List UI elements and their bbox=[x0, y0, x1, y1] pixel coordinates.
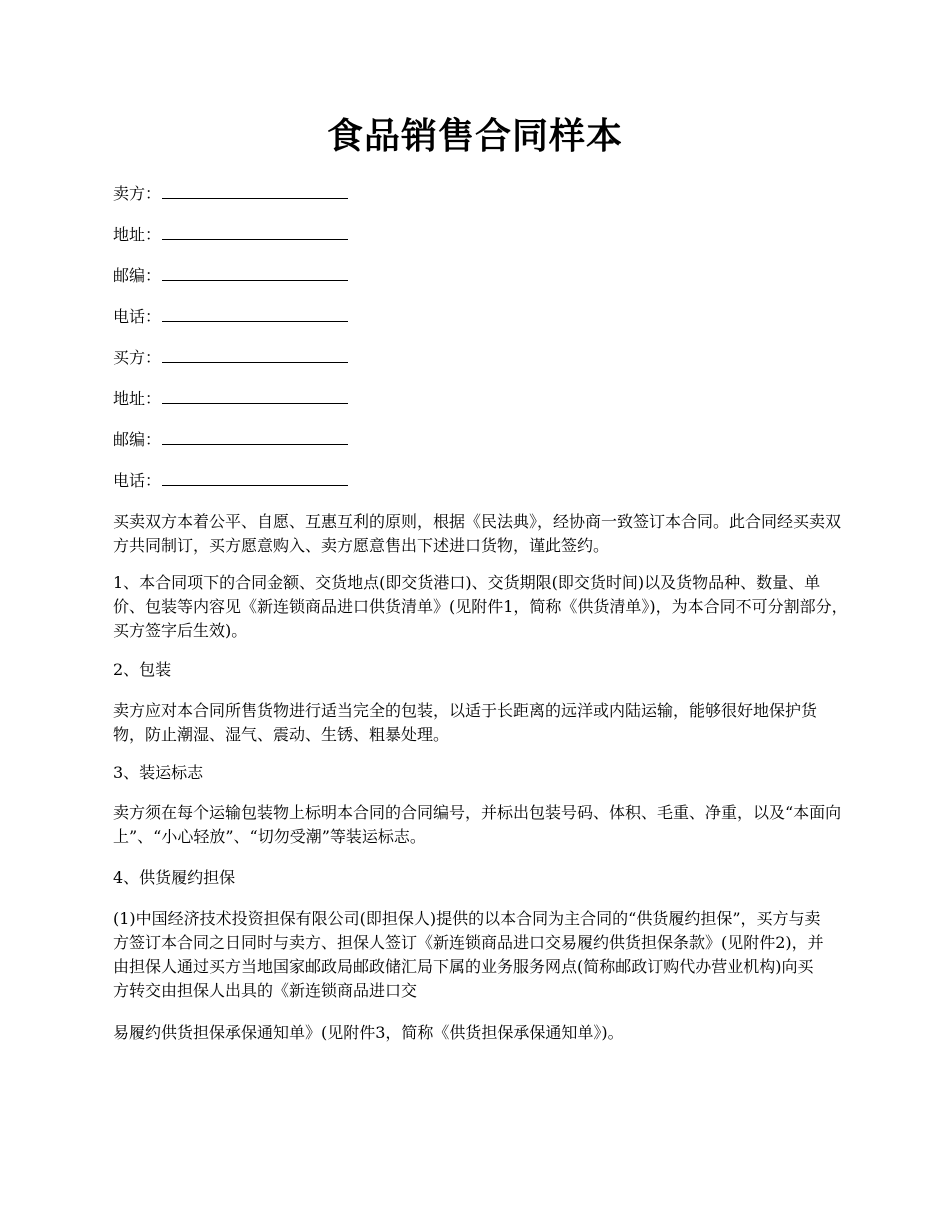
fill-in-blank bbox=[162, 303, 348, 322]
clause-1-paragraph: 1、本合同项下的合同金额、交货地点(即交货港口)、交货期限(即交货时间)以及货物品种、数量、单价、包装等内容见《新连锁商品进口供货清单》(见附件1，简称《供货清单》)，为本合同不可分割部分，买方签字后生效)。 bbox=[113, 573, 848, 640]
fill-in-blank bbox=[162, 221, 348, 240]
field-label: 邮编： bbox=[113, 430, 162, 449]
fill-in-blank bbox=[162, 467, 348, 486]
clause-4-heading: 4、供货履约担保 bbox=[113, 868, 236, 887]
fill-in-blank bbox=[162, 426, 348, 445]
clause-2-paragraph: 卖方应对本合同所售货物进行适当完全的包装，以适于长距离的远洋或内陆运输，能够很好地保护货物，防止潮湿、湿气、震动、生锈、粗暴处理。 bbox=[113, 701, 818, 744]
clause-2-heading: 2、包装 bbox=[113, 660, 172, 679]
seller-phone-field bbox=[113, 303, 348, 329]
seller-name-field bbox=[113, 180, 348, 206]
fill-in-blank bbox=[162, 180, 348, 199]
clause-3-paragraph: 卖方须在每个运输包装物上标明本合同的合同编号，并标出包装号码、体积、毛重、净重，以及“本面向上”、“小心轻放”、“切勿受潮”等装运标志。 bbox=[113, 803, 842, 846]
field-label: 买方： bbox=[113, 348, 162, 367]
seller-address-field bbox=[113, 221, 348, 247]
buyer-phone-field bbox=[113, 467, 348, 493]
field-label: 卖方： bbox=[113, 184, 162, 203]
intro-paragraph: 买卖双方本着公平、自愿、互惠互利的原则，根据《民法典》，经协商一致签订本合同。此合同经买卖双方共同制订，买方愿意购入、卖方愿意售出下述进口货物，谨此签约。 bbox=[113, 512, 842, 555]
field-label: 地址： bbox=[113, 225, 162, 244]
clause-4-paragraph-continued: 易履约供货担保承保通知单》(见附件3，简称《供货担保承保通知单》)。 bbox=[113, 1023, 624, 1042]
field-label: 电话： bbox=[113, 471, 162, 490]
document-title: 食品销售合同样本 bbox=[326, 115, 623, 157]
seller-postcode-field bbox=[113, 262, 348, 288]
buyer-name-field bbox=[113, 344, 348, 370]
fill-in-blank bbox=[162, 262, 348, 281]
clause-4-paragraph: (1)中国经济技术投资担保有限公司(即担保人)提供的以本合同为主合同的“供货履约担保”，买方与卖方签订本合同之日同时与卖方、担保人签订《新连锁商品进口交易履约供货担保条款》(见附件2)，并由担保人通过买方当地国家邮政局邮政储汇局下属的业务服务网点(简称邮政订购代办营业机构)向买方转交由担保人出具的《新连锁商品进口交 bbox=[113, 909, 824, 1000]
clause-3-heading: 3、装运标志 bbox=[113, 763, 204, 782]
field-label: 地址： bbox=[113, 389, 162, 408]
buyer-address-field bbox=[113, 385, 348, 411]
fill-in-blank bbox=[162, 344, 348, 363]
fill-in-blank bbox=[162, 385, 348, 404]
field-label: 电话： bbox=[113, 307, 162, 326]
field-label: 邮编： bbox=[113, 266, 162, 285]
buyer-postcode-field bbox=[113, 426, 348, 452]
